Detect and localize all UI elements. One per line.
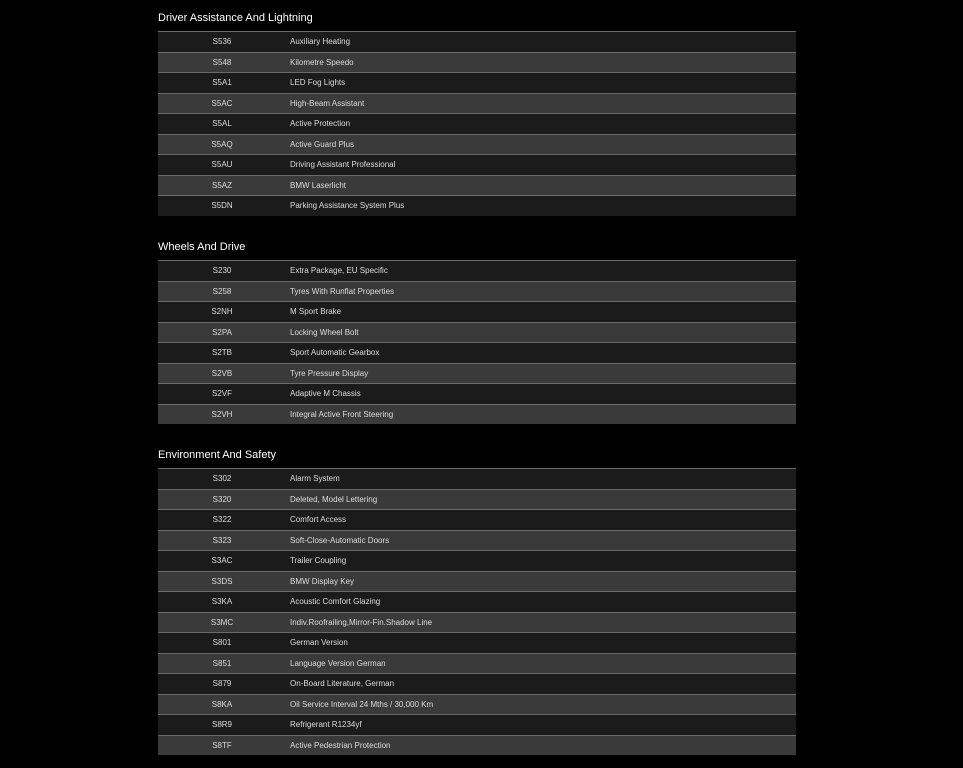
option-code: S3KA — [211, 597, 233, 607]
option-description: Deleted, Model Lettering — [290, 494, 378, 504]
table-row — [158, 322, 796, 343]
option-description: Integral Active Front Steering — [290, 409, 394, 419]
table-row — [158, 735, 796, 756]
table-row — [158, 342, 796, 363]
option-code: S5AL — [212, 119, 232, 129]
table-row — [158, 260, 796, 281]
option-code: S2NH — [211, 307, 233, 317]
option-description: Refrigerant R1234yf — [290, 720, 362, 730]
table-row — [158, 612, 796, 633]
section-title: Wheels And Drive — [158, 241, 246, 253]
table-row — [158, 653, 796, 674]
option-code: S2VB — [211, 368, 233, 378]
option-description: Parking Assistance System Plus — [290, 201, 405, 211]
option-description: Sport Automatic Gearbox — [290, 348, 380, 358]
option-code: S5AU — [211, 160, 233, 170]
option-code: S5A1 — [212, 78, 232, 88]
option-description: Soft-Close-Automatic Doors — [290, 535, 390, 545]
option-code: S8TF — [212, 740, 232, 750]
table-row — [158, 571, 796, 592]
table-row — [158, 195, 796, 216]
option-description: Extra Package, EU Specific — [290, 266, 388, 276]
option-code: S323 — [212, 535, 232, 545]
option-code: S3DS — [211, 576, 233, 586]
option-code: S2TB — [211, 348, 232, 358]
option-description: LED Fog Lights — [290, 78, 346, 88]
table-row — [158, 134, 796, 155]
option-description: Active Pedestrian Protection — [290, 740, 391, 750]
table-row — [158, 632, 796, 653]
section-wheels-and-drive — [158, 239, 796, 424]
option-description: Language Version German — [290, 658, 386, 668]
table-row — [158, 694, 796, 715]
table-row — [158, 301, 796, 322]
option-description: Acoustic Comfort Glazing — [290, 597, 381, 607]
option-description: Driving Assistant Professional — [290, 160, 396, 170]
option-code: S320 — [212, 494, 232, 504]
table-row — [158, 154, 796, 175]
option-code: S536 — [212, 37, 232, 47]
table-row — [158, 468, 796, 489]
table-row — [158, 509, 796, 530]
option-code: S548 — [212, 57, 232, 67]
option-description: Active Protection — [290, 119, 351, 129]
table-row — [158, 550, 796, 571]
option-code: S801 — [212, 638, 232, 648]
option-description: Indiv.Roofrailing,Mirror-Fin.Shadow Line — [290, 617, 433, 627]
table-row — [158, 93, 796, 114]
options-table — [158, 260, 796, 424]
option-description: On-Board Literature, German — [290, 679, 395, 689]
option-code: S5DN — [211, 201, 233, 211]
option-description: M Sport Brake — [290, 307, 342, 317]
option-description: Locking Wheel Bolt — [290, 327, 359, 337]
table-row — [158, 31, 796, 52]
option-description: Tyres With Runflat Properties — [290, 286, 395, 296]
option-code: S230 — [212, 266, 232, 276]
option-code: S5AC — [211, 98, 233, 108]
section-driver-assistance — [158, 10, 796, 216]
table-row — [158, 404, 796, 425]
option-description: Comfort Access — [290, 515, 347, 525]
option-description: Alarm System — [290, 474, 340, 484]
option-description: BMW Laserlicht — [290, 180, 347, 190]
option-code: S2VH — [211, 409, 233, 419]
table-row — [158, 530, 796, 551]
option-description: Active Guard Plus — [290, 139, 355, 149]
option-code: S5AZ — [211, 180, 232, 190]
option-code: S8R9 — [211, 720, 232, 730]
option-description: BMW Display Key — [290, 576, 355, 586]
option-description: German Version — [290, 638, 348, 648]
option-code: S8KA — [211, 699, 233, 709]
table-row — [158, 673, 796, 694]
table-row — [158, 175, 796, 196]
section-environment-and-safety — [158, 447, 796, 755]
option-code: S258 — [212, 286, 232, 296]
options-table — [158, 468, 796, 755]
section-title: Driver Assistance And Lightning — [158, 12, 313, 24]
option-description: Trailer Coupling — [290, 556, 347, 566]
table-row — [158, 52, 796, 73]
table-row — [158, 383, 796, 404]
table-row — [158, 113, 796, 134]
options-table — [158, 31, 796, 216]
option-code: S5AQ — [211, 139, 233, 149]
option-code: S2PA — [212, 327, 232, 337]
option-description: Kilometre Speedo — [290, 57, 354, 67]
option-description: Tyre Pressure Display — [290, 368, 369, 378]
option-description: Adaptive M Chassis — [290, 389, 361, 399]
option-code: S3AC — [211, 556, 233, 566]
option-description: Auxiliary Heating — [290, 37, 351, 47]
table-row — [158, 281, 796, 302]
option-code: S879 — [212, 679, 232, 689]
option-description: Oil Service Interval 24 Mths / 30,000 Km — [290, 699, 434, 709]
section-title: Environment And Safety — [158, 449, 277, 461]
option-code: S3MC — [210, 617, 234, 627]
option-code: S2VF — [211, 389, 232, 399]
table-row — [158, 489, 796, 510]
table-row — [158, 714, 796, 735]
option-description: High-Beam Assistant — [290, 98, 365, 108]
option-code: S322 — [212, 515, 232, 525]
option-code: S851 — [212, 658, 232, 668]
option-code: S302 — [212, 474, 232, 484]
table-row — [158, 591, 796, 612]
table-row — [158, 72, 796, 93]
table-row — [158, 363, 796, 384]
